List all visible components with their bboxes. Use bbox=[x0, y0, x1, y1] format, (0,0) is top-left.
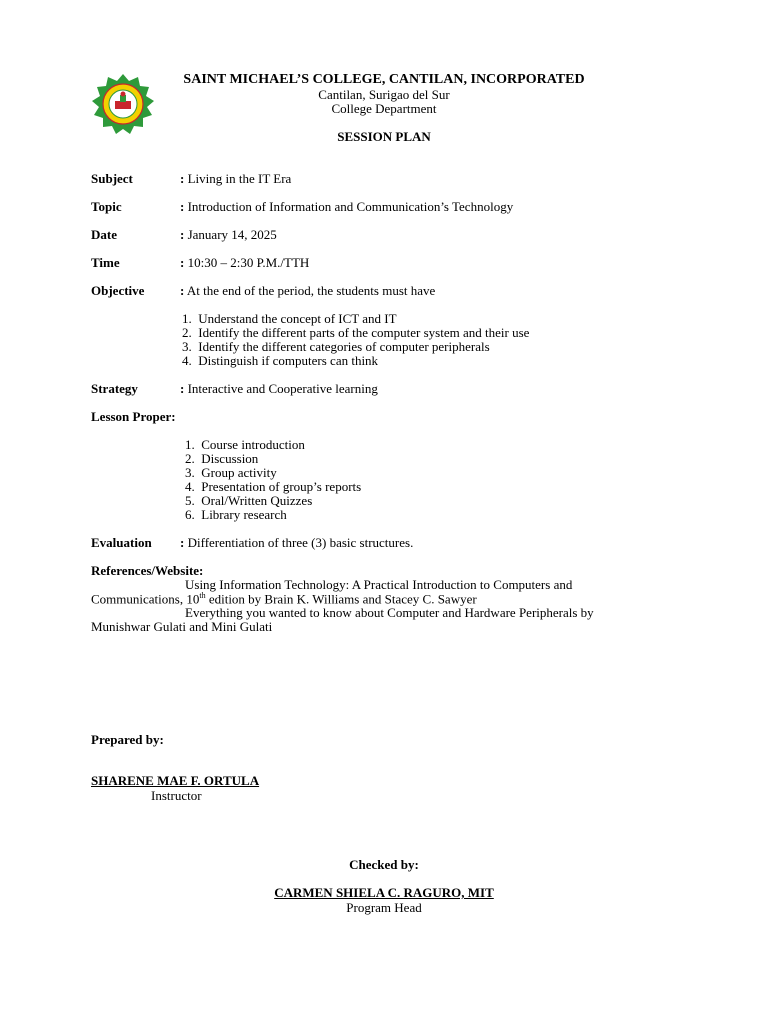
checked-by-label: Checked by: bbox=[349, 857, 419, 872]
reference-1-line-2: Communications, 10th edition by Brain K. Williams and Stacey C. Sawyer bbox=[91, 591, 477, 607]
lesson-item: 3. Group activity bbox=[185, 465, 277, 480]
evaluation-value: : Differentiation of three (3) basic structures. bbox=[180, 535, 414, 550]
topic-label: Topic bbox=[91, 199, 122, 214]
objective-value: : At the end of the period, the students must have bbox=[180, 283, 436, 298]
reference-2-line-1: Everything you wanted to know about Computer and Hardware Peripherals by bbox=[185, 605, 594, 620]
time-value: : 10:30 – 2:30 P.M./TTH bbox=[180, 255, 310, 270]
objective-item: 2. Identify the different parts of the computer system and their use bbox=[182, 325, 530, 340]
document-title: SESSION PLAN bbox=[337, 129, 431, 144]
program-head-name: CARMEN SHIELA C. RAGURO, MIT bbox=[274, 885, 494, 900]
objective-item: 4. Distinguish if computers can think bbox=[182, 353, 379, 368]
department-name: College Department bbox=[331, 101, 437, 116]
institution-name: SAINT MICHAEL’S COLLEGE, CANTILAN, INCORPORATED bbox=[183, 72, 585, 87]
subject-value: : Living in the IT Era bbox=[180, 171, 292, 186]
instructor-role: Instructor bbox=[151, 788, 202, 803]
date-value: : January 14, 2025 bbox=[180, 227, 277, 242]
time-label: Time bbox=[91, 255, 120, 270]
lesson-item: 2. Discussion bbox=[185, 451, 259, 466]
institution-address: Cantilan, Surigao del Sur bbox=[318, 87, 450, 102]
instructor-name: SHARENE MAE F. ORTULA bbox=[91, 773, 260, 788]
objective-label: Objective bbox=[91, 283, 145, 298]
strategy-label: Strategy bbox=[91, 381, 138, 396]
references-label: References/Website: bbox=[91, 563, 204, 578]
lesson-item: 1. Course introduction bbox=[185, 437, 305, 452]
reference-1-line-1: Using Information Technology: A Practical Introduction to Computers and bbox=[185, 577, 573, 592]
objective-item: 3. Identify the different categories of computer peripherals bbox=[182, 339, 490, 354]
prepared-by-label: Prepared by: bbox=[91, 732, 164, 747]
strategy-value: : Interactive and Cooperative learning bbox=[180, 381, 378, 396]
program-head-role: Program Head bbox=[346, 900, 422, 915]
topic-value: : Introduction of Information and Communication’s Technology bbox=[180, 199, 514, 214]
date-label: Date bbox=[91, 227, 117, 242]
subject-label: Subject bbox=[91, 171, 133, 186]
objective-item: 1. Understand the concept of ICT and IT bbox=[182, 311, 397, 326]
lesson-item: 5. Oral/Written Quizzes bbox=[185, 493, 313, 508]
reference-2-line-2: Munishwar Gulati and Mini Gulati bbox=[91, 619, 273, 634]
lesson-proper-label: Lesson Proper: bbox=[91, 409, 176, 424]
lesson-item: 6. Library research bbox=[185, 507, 287, 522]
lesson-item: 4. Presentation of group’s reports bbox=[185, 479, 362, 494]
evaluation-label: Evaluation bbox=[91, 535, 152, 550]
